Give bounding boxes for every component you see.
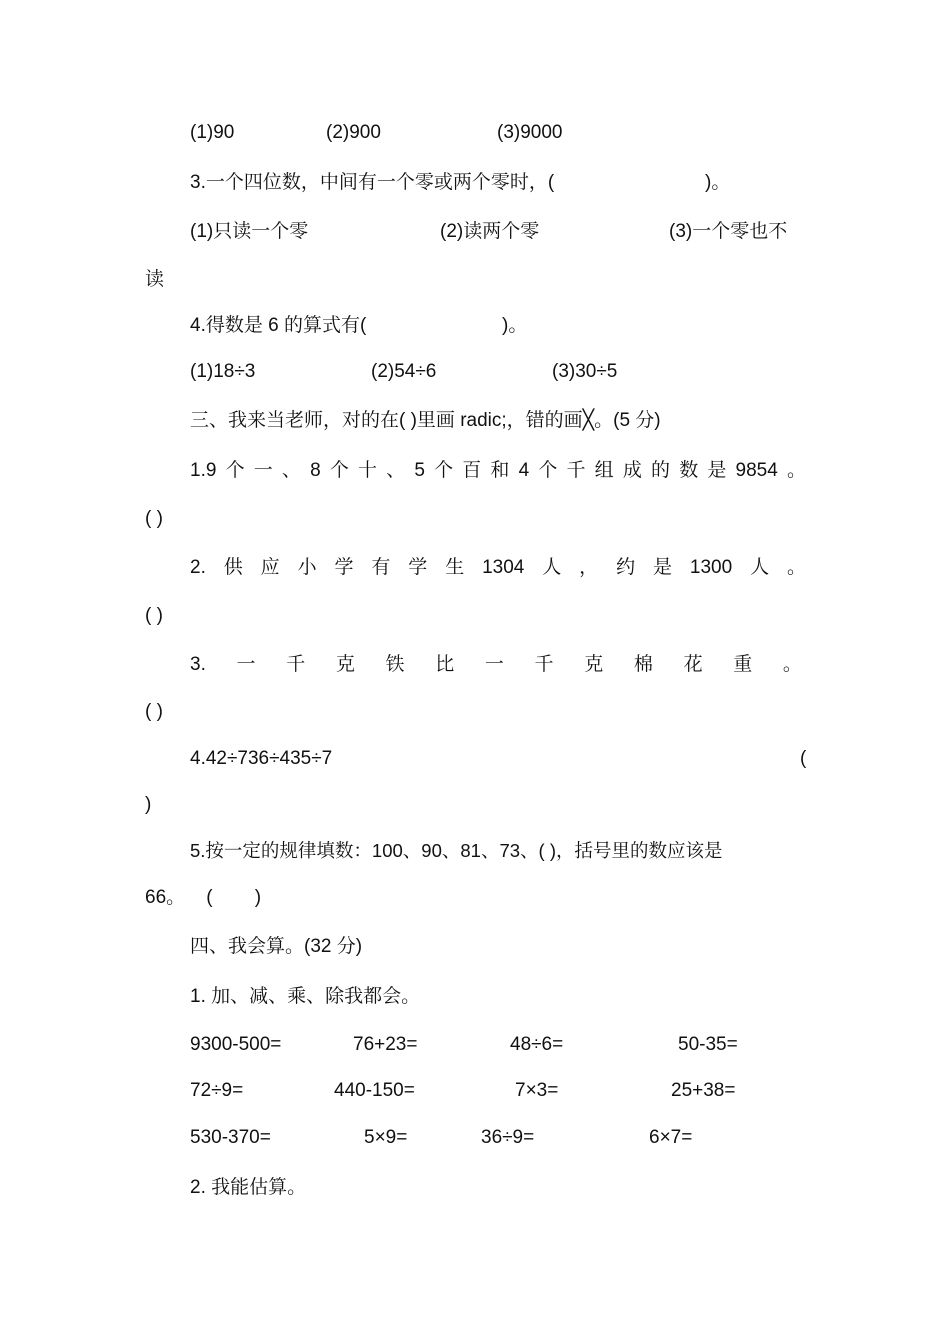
tf-item-2-token: 2. — [190, 557, 206, 578]
tf-item-4-text: 4.42÷736÷435÷7 — [190, 748, 333, 769]
calc-subheading-2: 2. 我能估算。 — [190, 1177, 307, 1198]
tf-item-3-token: 。 — [782, 654, 802, 675]
calc-problem: 9300-500= — [190, 1034, 282, 1055]
tf-item-5-line-1: 5.按一定的规律填数：100、90、81、73、( )，括号里的数应该是 — [190, 840, 723, 861]
tf-item-1-token: 1.9 — [190, 460, 217, 481]
tf-item-3-token: 棉 — [633, 654, 653, 675]
tf-item-1-token: 9854 — [735, 460, 778, 481]
question-4-text: 4.得数是 6 的算式有( — [190, 315, 367, 336]
tf-item-1-token: 个 — [329, 460, 349, 481]
option-3-1: (1)只读一个零 — [190, 221, 309, 242]
tf-item-1-token: 、 — [281, 460, 301, 481]
tf-item-3-token: 千 — [286, 654, 306, 675]
tf-item-2-token: 生 — [445, 557, 465, 578]
tf-item-1-answer-blank: ( ) — [145, 508, 163, 529]
tf-item-2-token: 应 — [260, 557, 280, 578]
option-2-3: (3)9000 — [497, 122, 563, 143]
tf-item-4-close-paren: ) — [145, 794, 152, 815]
calc-problem: 25+38= — [671, 1080, 736, 1101]
tf-item-2-token: 人 — [750, 557, 770, 578]
tf-item-1-token: 组 — [594, 460, 614, 481]
question-3-text: 3.一个四位数，中间有一个零或两个零时，( — [190, 172, 555, 193]
tf-item-5-line-2: 66。 ( ) — [145, 887, 262, 908]
tf-item-1-token: 一 — [253, 460, 273, 481]
tf-item-1-token: 。 — [786, 460, 806, 481]
tf-item-2-token: 学 — [408, 557, 428, 578]
option-3-3-wrap: 读 — [145, 269, 165, 290]
calc-problem: 440-150= — [334, 1080, 415, 1101]
section-3-title: 三、我来当老师，对的在( )里画 radic;，错的画╳。(5 分) — [190, 410, 661, 431]
tf-item-1-token: 数 — [679, 460, 699, 481]
tf-item-2-token: 1304 — [482, 557, 525, 578]
tf-item-3-token: 花 — [683, 654, 703, 675]
option-2-1: (1)90 — [190, 122, 235, 143]
calc-problem: 76+23= — [353, 1034, 418, 1055]
tf-item-1-token: 的 — [651, 460, 671, 481]
tf-item-2-token: 人 — [542, 557, 562, 578]
tf-item-4-open-paren: ( — [800, 748, 807, 769]
tf-item-3-token: 克 — [335, 654, 355, 675]
tf-item-3-token: 千 — [534, 654, 554, 675]
tf-item-2-token: 供 — [223, 557, 243, 578]
calc-problem: 72÷9= — [190, 1080, 244, 1101]
tf-item-1-token: 个 — [434, 460, 454, 481]
tf-item-3-answer-blank: ( ) — [145, 701, 163, 722]
option-2-2: (2)900 — [326, 122, 381, 143]
calc-problem: 530-370= — [190, 1127, 271, 1148]
question-3-close: )。 — [705, 172, 731, 193]
tf-item-3-token: 铁 — [385, 654, 405, 675]
calc-problem: 48÷6= — [510, 1034, 564, 1055]
section-4-title: 四、我会算。(32 分) — [190, 936, 363, 957]
tf-item-1-token: 是 — [707, 460, 727, 481]
tf-item-2-token: 。 — [786, 557, 806, 578]
tf-item-2-answer-blank: ( ) — [145, 605, 163, 626]
tf-item-1-token: 4 — [518, 460, 530, 481]
option-4-3: (3)30÷5 — [552, 361, 618, 382]
tf-item-2-token: 1300 — [689, 557, 733, 578]
calc-problem: 5×9= — [364, 1127, 408, 1148]
tf-item-3-token: 比 — [435, 654, 455, 675]
tf-item-1-line — [190, 459, 806, 483]
tf-item-2-token: 是 — [652, 557, 672, 578]
calc-problem: 50-35= — [678, 1034, 738, 1055]
tf-item-2-token: 小 — [297, 557, 317, 578]
tf-item-3-token: 3. — [190, 654, 206, 675]
tf-item-1-token: 5 — [414, 460, 425, 481]
tf-item-1-token: 千 — [566, 460, 586, 481]
tf-item-2-token: 约 — [616, 557, 636, 578]
tf-item-1-token: 成 — [622, 460, 642, 481]
option-3-3: (3)一个零也不 — [669, 221, 788, 242]
calc-problem: 6×7= — [649, 1127, 693, 1148]
tf-item-1-token: 、 — [386, 460, 406, 481]
tf-item-1-token: 十 — [358, 460, 378, 481]
calc-problem: 36÷9= — [481, 1127, 535, 1148]
tf-item-3-token: 一 — [236, 654, 256, 675]
tf-item-1-token: 个 — [225, 460, 245, 481]
tf-item-3-token: 克 — [584, 654, 604, 675]
tf-item-1-token: 8 — [310, 460, 321, 481]
calc-problem: 7×3= — [515, 1080, 559, 1101]
question-4-close: )。 — [502, 315, 528, 336]
option-3-2: (2)读两个零 — [440, 221, 540, 242]
tf-item-3-token: 一 — [484, 654, 504, 675]
tf-item-2-token: 有 — [371, 557, 391, 578]
tf-item-2-token: 学 — [334, 557, 354, 578]
calc-subheading-1: 1. 加、减、乘、除我都会。 — [190, 986, 421, 1007]
tf-item-3-token: 重 — [733, 654, 753, 675]
tf-item-1-token: 个 — [538, 460, 558, 481]
tf-item-1-token: 百 — [462, 460, 482, 481]
option-4-2: (2)54÷6 — [371, 361, 437, 382]
tf-item-3-line — [190, 653, 802, 677]
tf-item-2-token: ， — [579, 557, 599, 578]
option-4-1: (1)18÷3 — [190, 361, 256, 382]
tf-item-2-line — [190, 556, 806, 580]
tf-item-1-token: 和 — [490, 460, 510, 481]
